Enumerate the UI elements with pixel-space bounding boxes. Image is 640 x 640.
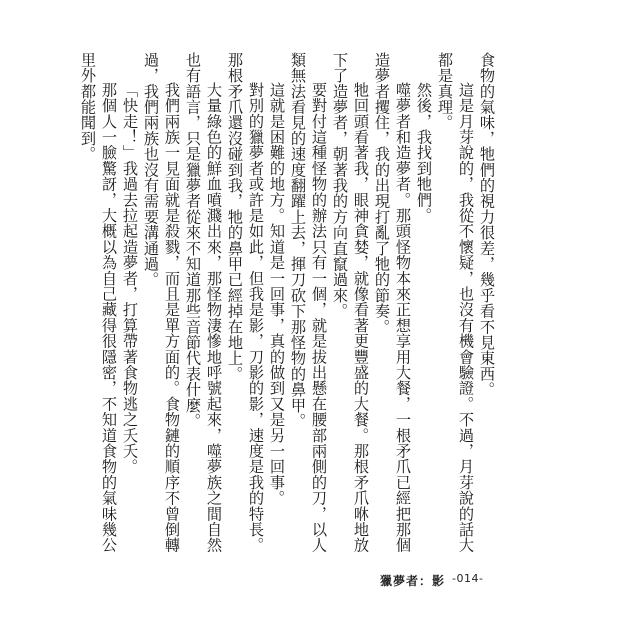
paragraph: 牠回頭看著我，眼神貪婪，就像看著更豐盛的大餐。那根矛爪咻地放下了造夢者，朝著我的方向直竄過來。 [331, 52, 370, 554]
paragraph: 然後，我找到牠們。 [415, 82, 433, 224]
body-text [79, 52, 497, 560]
paragraph: 我們兩族一見面就是殺戮，而且是單方面的。食物鏈的順序不曾倒轉過，我們兩族也沒有需要溝通過。 [142, 52, 181, 554]
paragraph: 那個人一臉驚訝，大概以為自己藏得很隱密，不知道食物的氣味幾公里外都能聞到。 [79, 52, 118, 554]
paragraph: 食物的氣味，牠們的視力很差，幾乎看不見東西。 [478, 52, 496, 398]
paragraph: 大量綠色的鮮血噴濺出來，那怪物淒慘地呼號起來，噬夢族之間自然也有語言，只是獵夢者從來不知道那些音節代表什麼。 [184, 52, 223, 554]
paragraph: 對別的獵夢者或許是如此，但我是影，刀影的影，速度是我的特長。那根矛爪還沒碰到我，牠的鼻甲已經掉在地上。 [226, 52, 265, 554]
paragraph: 這是月芽說的，我從不懷疑，也沒有機會驗證。不過，月芽說的話大都是真理。 [436, 52, 475, 554]
paragraph: 噬夢者和造夢者。那頭怪物本來正想享用大餐，一根矛爪已經把那個造夢者攫住，我的出現打亂了牠的節奏。 [373, 52, 412, 554]
paragraph: 要對付這種怪物的辦法只有一個，就是拔出懸在腰部兩側的刀，以人類無法看見的速度翻躍上去，揮刀砍下那怪物的鼻甲。 [289, 52, 328, 554]
paragraph: 這就是困難的地方。知道是一回事，真的做到又是另一回事。 [268, 82, 286, 507]
page-number: -014- [452, 572, 484, 585]
book-title: 獵夢者：影 [380, 574, 446, 588]
paragraph: 「快走！」我過去拉起造夢者，打算帶著食物逃之夭夭。 [121, 82, 139, 475]
page-footer [380, 572, 500, 592]
